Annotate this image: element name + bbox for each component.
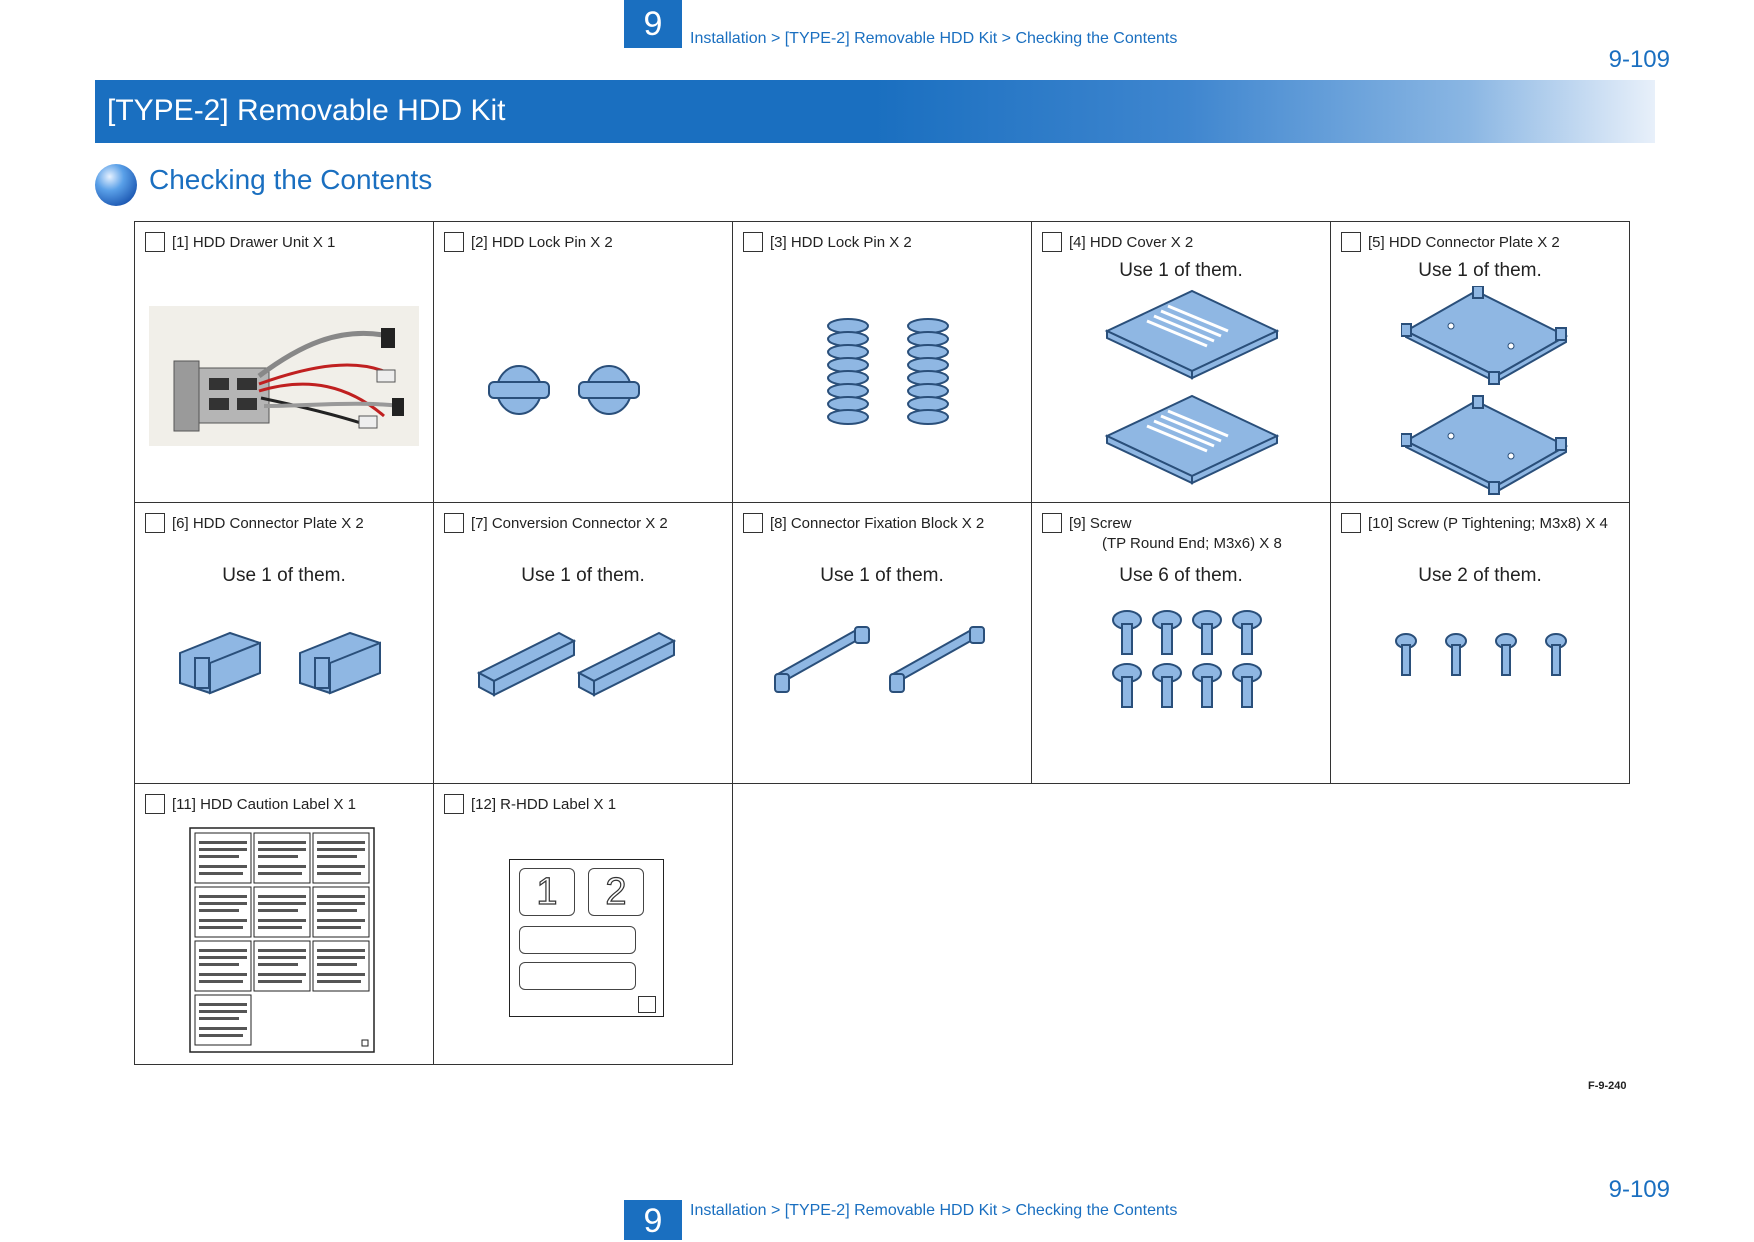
chapter-number-badge: 9 bbox=[624, 0, 682, 48]
connector-fixation-block-illustration bbox=[773, 619, 1003, 699]
figure-reference: F-9-240 bbox=[1588, 1080, 1627, 1092]
item-cell-7 bbox=[433, 502, 733, 784]
breadcrumb-footer: Installation > [TYPE-2] Removable HDD Kit > Checking the Contents bbox=[690, 1202, 1178, 1219]
item-label: [9] Screw bbox=[1069, 515, 1132, 532]
item-label: [12] R-HDD Label X 1 bbox=[471, 796, 617, 813]
label-small-box bbox=[638, 996, 656, 1013]
item-cell-6 bbox=[134, 502, 434, 784]
r-hdd-label-illustration bbox=[509, 859, 664, 1017]
item-cell-5 bbox=[1330, 221, 1630, 503]
item-checkbox[interactable] bbox=[444, 513, 464, 533]
item-checkbox[interactable] bbox=[145, 232, 165, 252]
item-label: [10] Screw (P Tightening; M3x8) X 4 bbox=[1368, 515, 1608, 532]
label-blank-box bbox=[519, 926, 636, 954]
conversion-connector-illustration bbox=[474, 623, 704, 703]
caution-label-illustration bbox=[189, 827, 375, 1053]
item-cell-9 bbox=[1031, 502, 1331, 784]
item-checkbox[interactable] bbox=[1042, 513, 1062, 533]
item-checkbox[interactable] bbox=[743, 232, 763, 252]
item-note: Use 2 of them. bbox=[1418, 565, 1542, 586]
item-cell-1 bbox=[134, 221, 434, 503]
item-note: Use 1 of them. bbox=[820, 565, 944, 586]
item-label: [6] HDD Connector Plate X 2 bbox=[172, 515, 364, 532]
page-number: 9-109 bbox=[1608, 46, 1670, 73]
item-checkbox[interactable] bbox=[444, 794, 464, 814]
item-note: Use 1 of them. bbox=[222, 565, 346, 586]
item-cell-3 bbox=[732, 221, 1032, 503]
hdd-connector-plate-small-illustration bbox=[175, 623, 395, 703]
item-checkbox[interactable] bbox=[145, 794, 165, 814]
section-bullet-icon bbox=[95, 164, 137, 206]
hdd-connector-plate-illustration bbox=[1401, 286, 1571, 496]
item-label: [5] HDD Connector Plate X 2 bbox=[1368, 234, 1560, 251]
item-checkbox[interactable] bbox=[743, 513, 763, 533]
item-label-detail: (TP Round End; M3x6) X 8 bbox=[1102, 535, 1282, 552]
item-cell-10 bbox=[1330, 502, 1630, 784]
section-title: Checking the Contents bbox=[149, 164, 433, 195]
item-cell-8 bbox=[732, 502, 1032, 784]
item-label: [8] Connector Fixation Block X 2 bbox=[770, 515, 985, 532]
item-checkbox[interactable] bbox=[1341, 513, 1361, 533]
item-checkbox[interactable] bbox=[444, 232, 464, 252]
page-title: [TYPE-2] Removable HDD Kit bbox=[107, 94, 506, 127]
item-cell-4 bbox=[1031, 221, 1331, 503]
item-note: Use 1 of them. bbox=[1119, 260, 1243, 281]
item-label: [3] HDD Lock Pin X 2 bbox=[770, 234, 912, 251]
spring-lock-pin-illustration bbox=[813, 316, 953, 436]
tp-round-end-screw-illustration bbox=[1107, 608, 1267, 718]
hdd-drawer-unit-illustration bbox=[149, 306, 419, 446]
item-cell-11 bbox=[134, 783, 434, 1065]
item-label: [1] HDD Drawer Unit X 1 bbox=[172, 234, 336, 251]
hdd-lock-pin-illustration bbox=[484, 352, 684, 422]
item-label: [7] Conversion Connector X 2 bbox=[471, 515, 668, 532]
item-cell-2 bbox=[433, 221, 733, 503]
page-number-footer: 9-109 bbox=[1608, 1176, 1670, 1203]
item-cell-12 bbox=[433, 783, 733, 1065]
label-digit-box: 2 bbox=[588, 868, 644, 916]
item-note: Use 6 of them. bbox=[1119, 565, 1243, 586]
label-blank-box bbox=[519, 962, 636, 990]
item-checkbox[interactable] bbox=[1042, 232, 1062, 252]
item-checkbox[interactable] bbox=[145, 513, 165, 533]
hdd-cover-illustration bbox=[1102, 286, 1282, 496]
label-digit-box: 1 bbox=[519, 868, 575, 916]
item-label: [4] HDD Cover X 2 bbox=[1069, 234, 1194, 251]
item-label: [11] HDD Caution Label X 1 bbox=[172, 796, 356, 813]
p-tightening-screw-illustration bbox=[1391, 633, 1571, 683]
item-note: Use 1 of them. bbox=[521, 565, 645, 586]
item-note: Use 1 of them. bbox=[1418, 260, 1542, 281]
breadcrumb: Installation > [TYPE-2] Removable HDD Kit > Checking the Contents bbox=[690, 30, 1178, 47]
item-checkbox[interactable] bbox=[1341, 232, 1361, 252]
chapter-number-badge-footer: 9 bbox=[624, 1200, 682, 1240]
title-bar bbox=[95, 80, 1655, 143]
item-label: [2] HDD Lock Pin X 2 bbox=[471, 234, 613, 251]
